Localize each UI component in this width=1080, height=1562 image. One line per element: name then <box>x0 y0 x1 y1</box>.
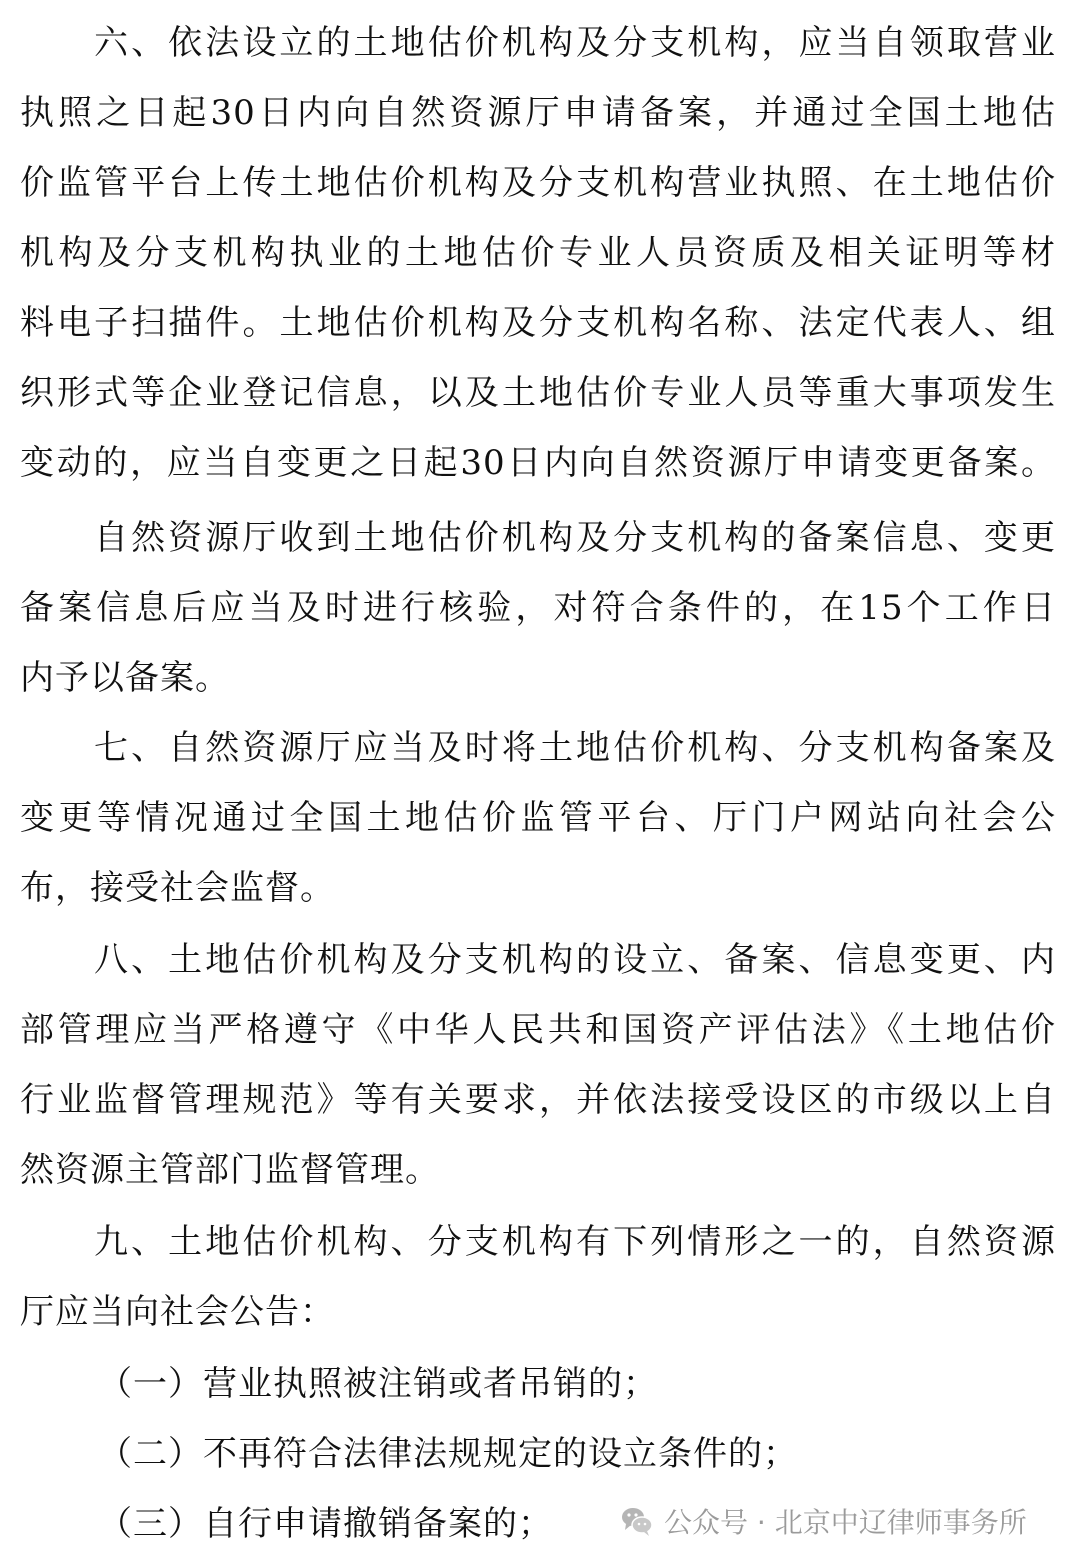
paragraph-6-line-3: 价监管平台上传土地估价机构及分支机构营业执照、在土地估价 <box>20 163 1056 203</box>
paragraph-6b-line-1: 自然资源厅收到土地估价机构及分支机构的备案信息、变更 <box>94 518 1056 558</box>
paragraph-6-line-1: 六、依法设立的土地估价机构及分支机构，应当自领取营业 <box>94 23 1056 63</box>
paragraph-8-line-1: 八、土地估价机构及分支机构的设立、备案、信息变更、内 <box>94 940 1056 980</box>
paragraph-8-line-2: 部管理应当严格遵守《中华人民共和国资产评估法》《土地估价 <box>20 1010 1056 1050</box>
paragraph-9-line-2: 厅应当向社会公告： <box>20 1292 335 1332</box>
paragraph-6-line-6: 织形式等企业登记信息，以及土地估价专业人员等重大事项发生 <box>20 373 1056 413</box>
paragraph-6-line-4: 机构及分支机构执业的土地估价专业人员资质及相关证明等材 <box>20 233 1056 273</box>
list-item-1: （一）营业执照被注销或者吊销的； <box>98 1364 658 1404</box>
list-item-3: （三）自行申请撤销备案的； <box>98 1504 553 1544</box>
list-item-2: （二）不再符合法律法规规定的设立条件的； <box>98 1434 798 1474</box>
paragraph-6-line-2: 执照之日起30日内向自然资源厅申请备案，并通过全国土地估 <box>20 93 1056 133</box>
paragraph-7-line-3: 布，接受社会监督。 <box>20 868 335 908</box>
paragraph-6-line-7: 变动的，应当自变更之日起30日内向自然资源厅申请变更备案。 <box>20 443 1056 483</box>
paragraph-9-line-1: 九、土地估价机构、分支机构有下列情形之一的，自然资源 <box>94 1222 1056 1262</box>
wechat-icon <box>620 1504 654 1538</box>
paragraph-7-line-2: 变更等情况通过全国土地估价监管平台、厅门户网站向社会公 <box>20 798 1056 838</box>
wechat-watermark <box>620 1493 1027 1549</box>
paragraph-6b-line-2: 备案信息后应当及时进行核验，对符合条件的，在15个工作日 <box>20 588 1056 628</box>
paragraph-6-line-5: 料电子扫描件。土地估价机构及分支机构名称、法定代表人、组 <box>20 303 1056 343</box>
paragraph-8-line-4: 然资源主管部门监督管理。 <box>20 1150 440 1190</box>
watermark-text: 公众号 · 北京中辽律师事务所 <box>664 1506 1027 1539</box>
paragraph-7-line-1: 七、自然资源厅应当及时将土地估价机构、分支机构备案及 <box>94 728 1056 768</box>
paragraph-6b-line-3: 内予以备案。 <box>20 658 230 698</box>
paragraph-8-line-3: 行业监督管理规范》等有关要求，并依法接受设区的市级以上自 <box>20 1080 1056 1120</box>
